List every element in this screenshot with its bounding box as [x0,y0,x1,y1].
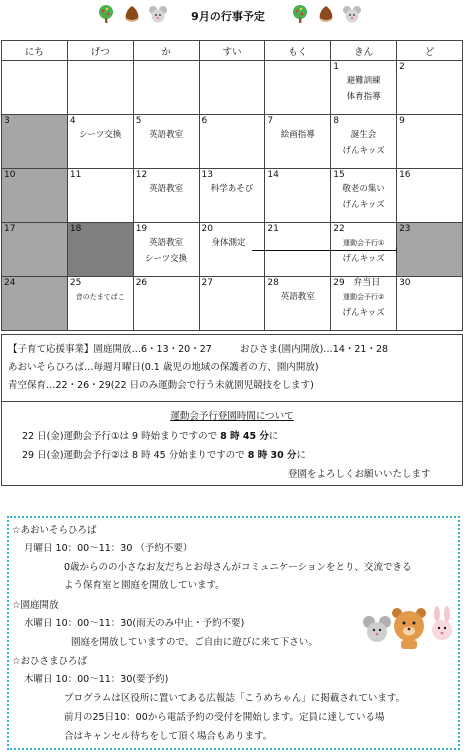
day-number: 13 [201,170,213,180]
day-event: 身体測定 [211,238,246,248]
bear-icon [392,608,426,649]
day-event: 英語教室 [149,184,184,194]
chestnut-icon [122,4,142,24]
rehearsal-title: 運動会予行登園時間について [170,411,294,422]
day-event: 体育指導 [346,92,381,102]
calendar-day [331,223,397,277]
animals-illustration [361,604,457,650]
calendar-day [397,169,463,223]
tree-icon [96,4,116,24]
ohisama-title: ☆おひさまひろば [12,656,88,667]
calendar-week [2,169,463,223]
programs-box [7,516,460,750]
garden-desc: 園庭を開放していますので、ご自由に遊びに来て下さい。 [71,637,318,648]
calendar-day [397,277,463,331]
chestnut-icon [316,4,336,24]
day-event: 科学あそび [210,184,254,194]
calendar-day [397,61,463,115]
calendar-day [265,115,331,169]
day-number: 28 [267,278,279,288]
calendar-day [265,169,331,223]
day-number: 11 [69,170,82,180]
mouse-icon [148,4,168,24]
ohisama-desc-2: 前月の25日10：00から電話予約の受付を開始します。定員に達している場 [64,712,385,723]
lunch-day-note: 弁当日 [353,278,381,288]
weekday-fri: きん [331,41,397,61]
calendar-day [265,223,331,277]
day-number: 24 [4,278,16,288]
calendar-day [331,115,397,169]
day-number: 12 [135,170,148,180]
day-number: 23 [399,224,411,234]
mouse-icon [363,616,391,642]
support-info-box [1,334,463,486]
calendar-day [133,169,199,223]
day-event: 絵画指導 [280,130,315,140]
aozora-line: 青空保育…22・26・29(22 日のみ運動会で行う未就園児競技をします) [8,380,314,391]
rabbit-icon [432,606,452,640]
day-event: 英語教室 [149,130,184,140]
ohisama-desc-1: プログラムは区役所に置いてある広報誌「こうめちゃん」に掲載されています。 [64,693,406,704]
calendar-day [199,61,265,115]
day-number: 7 [267,116,274,126]
calendar-day [2,61,68,115]
day-number: 4 [69,116,76,126]
garden-open-line [8,341,388,355]
rehearsal-line-1 [22,428,278,442]
day-number-value: 29 [333,278,345,288]
weekday-header-row [2,41,463,61]
day-number: 25 [69,278,82,288]
day-event: 音のたまてばこ [75,293,125,301]
aoisora-desc-1: 0歳からのの小さなお友だちとお母さんがコミュニケーションをとり、交流できる [64,562,412,573]
weekday-thu: もく [265,41,331,61]
day-event: げんキッズ [342,200,385,210]
weekday-wed: すい [199,41,265,61]
calendar-day [199,277,265,331]
calendar-week [2,277,463,331]
day-number: 9 [399,116,405,126]
calendar-day [133,223,199,277]
rehearsal-2-time: 8 時 30 分 [247,450,297,461]
request-line: 登園をよろしくお願いいたします [288,469,431,480]
day-number: 10 [4,170,16,180]
calendar-day [67,61,133,115]
day-number: 17 [4,224,16,234]
day-event: げんキッズ [342,254,385,264]
weekday-sat: ど [397,41,463,61]
day-number: 16 [399,170,411,180]
day-event: 運動会予行① [343,239,385,247]
calendar-table [1,40,463,331]
day-event: 英語教室 [149,238,184,248]
rehearsal-2-suffix: に [296,450,307,461]
calendar-day [199,223,265,277]
ohisama-time: 木曜日 10：00～11：30(要予約) [24,674,169,685]
day-number: 18 [69,224,82,234]
mouse-icon [342,4,362,24]
calendar-day [397,115,463,169]
calendar-week [2,115,463,169]
divider [2,401,462,402]
day-number: 5 [135,116,142,126]
weekday-sun: にち [2,41,68,61]
calendar-day [133,277,199,331]
day-event: 誕生会 [350,130,377,140]
day-number: 26 [135,278,148,288]
day-event: 避難訓練 [346,76,381,86]
garden-title: ☆園庭開放 [12,600,59,611]
rehearsal-1-text: 22 日(金)運動会予行①は 9 時始まりですので [22,431,218,442]
calendar-week [2,61,463,115]
aoisora-line: あおいそらひろば…毎週月曜日(0.1 歳児の地域の保護者の方、園内開放) [8,362,319,373]
calendar-day [265,277,331,331]
calendar-day [67,277,133,331]
calendar-day [265,61,331,115]
calendar-day [199,115,265,169]
garden-time: 水曜日 10：00～11：30(雨天のみ中止・予約不要) [24,618,245,629]
calendar-day [67,115,133,169]
calendar-day [2,115,68,169]
day-number: 3 [4,116,10,126]
calendar-day [199,169,265,223]
aoisora-title: ☆あおいそらひろば [12,525,97,536]
ohisama-desc-3: 合はキャンセル待ちをして頂く場合もあります。 [64,731,273,742]
rehearsal-2-text: 29 日(金)運動会予行②は 8 時 45 分始まりですので [22,450,245,461]
day-number: 15 [333,170,345,180]
aoisora-desc-2: よう保育室と園庭を開放しています。 [64,580,225,591]
calendar-day [331,169,397,223]
day-number: 21 [267,224,279,234]
tree-icon [290,4,310,24]
day-event: シーツ交換 [79,130,122,140]
day-number: 14 [267,170,279,180]
calendar-week [2,223,463,277]
day-number: 20 [201,224,213,234]
rehearsal-line-2 [22,447,306,461]
day-number: 2 [399,62,405,72]
calendar-day [67,223,133,277]
calendar-day [331,277,397,331]
ohisama-dates: おひさま(園内開放)…14・21・28 [239,344,389,355]
day-number: 6 [201,116,208,126]
page-header [0,0,464,32]
calendar-day [2,223,68,277]
day-event: 敬老の集い [342,184,385,194]
day-event: げんキッズ [342,146,385,156]
calendar-day [2,277,68,331]
day-event: 運動会予行② [343,293,385,301]
day-event: げんキッズ [342,308,385,318]
calendar-day [133,115,199,169]
day-number: 19 [135,224,148,234]
rehearsal-1-time: 8 時 45 分 [220,431,269,442]
aoisora-time: 月曜日 10：00～11：30 （予約不要） [24,543,193,554]
day-number: 8 [333,116,339,126]
day-number: 27 [201,278,213,288]
calendar-day [2,169,68,223]
day-number [333,278,394,289]
weekday-mon: げつ [67,41,133,61]
calendar-day [67,169,133,223]
day-number: 1 [333,62,339,72]
day-event: シーツ交換 [145,254,188,264]
calendar-day [133,61,199,115]
calendar-day [331,61,397,115]
day-event: 英語教室 [280,292,315,302]
garden-open-dates: 【子育て応援事業】園庭開放…6・13・20・27 [8,344,212,355]
day-number: 22 [333,224,345,234]
weekday-tue: か [133,41,199,61]
calendar-day [397,223,463,277]
rehearsal-1-suffix: に [268,431,279,442]
day-number: 30 [399,278,411,288]
page-title: 9月の行事予定 [191,10,265,23]
